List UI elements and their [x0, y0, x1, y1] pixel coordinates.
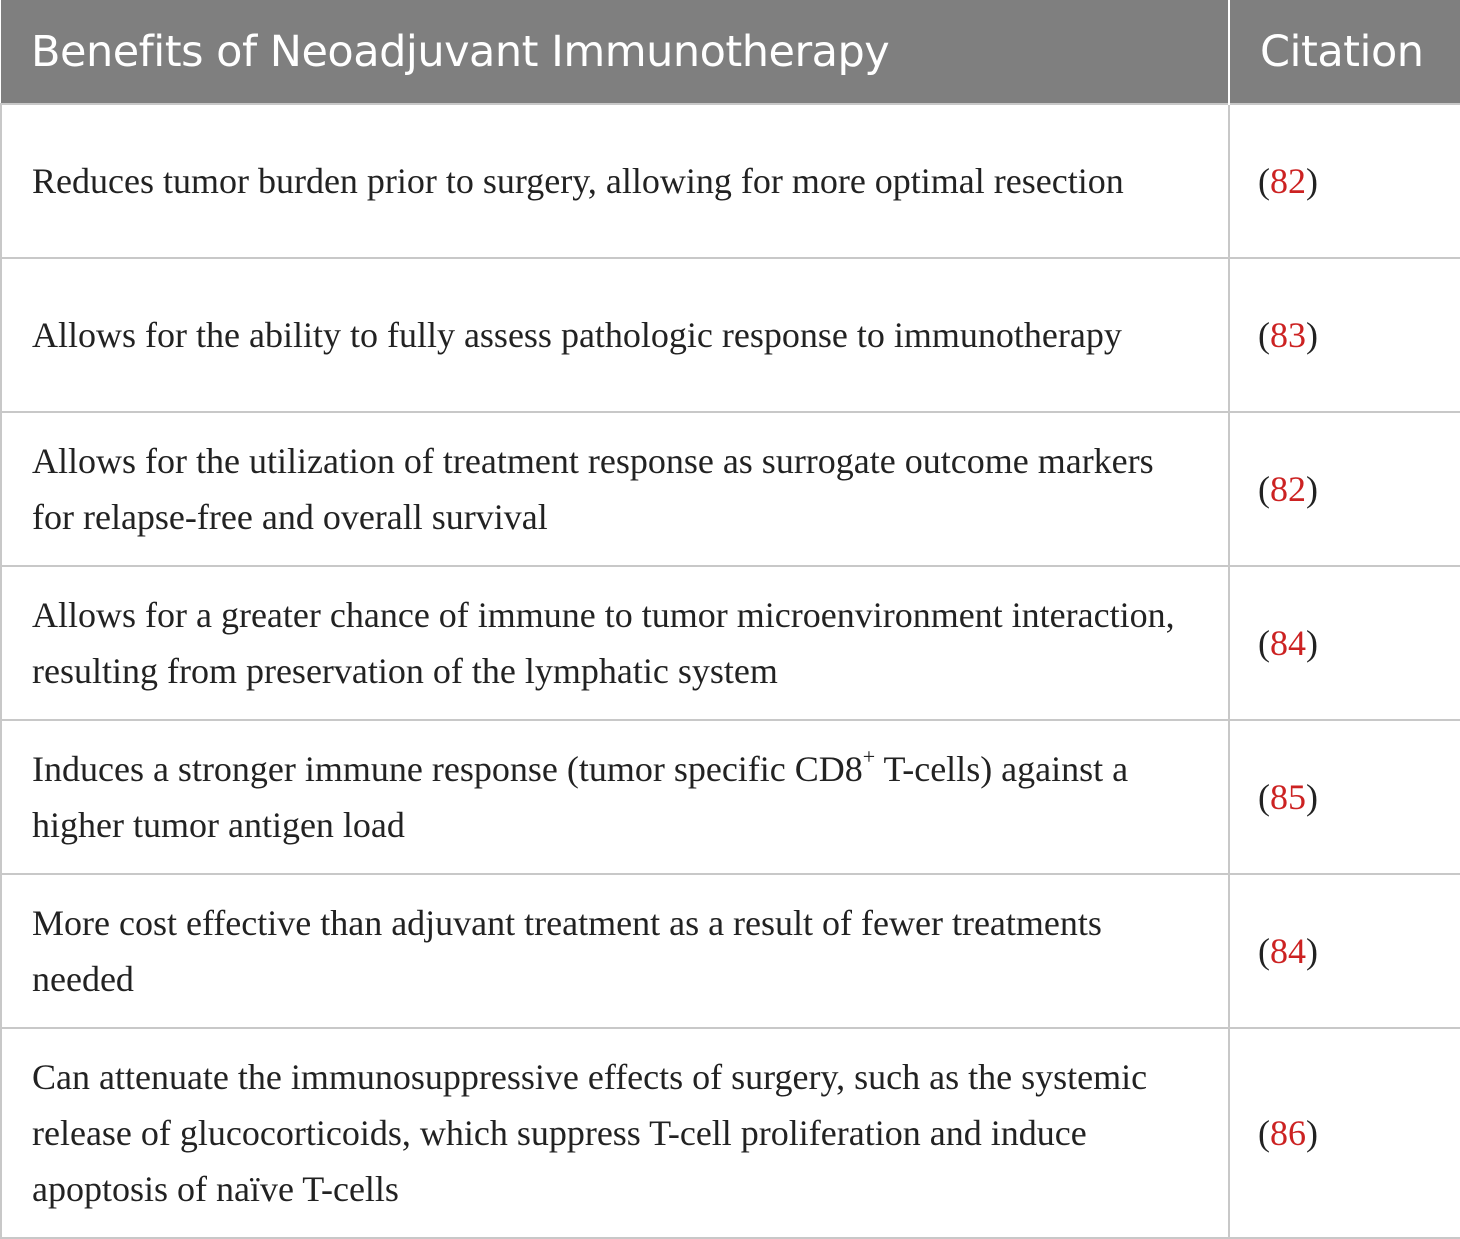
citation-link[interactable]: 84: [1270, 931, 1306, 971]
citation-cell: (84): [1229, 566, 1460, 720]
benefit-cell: More cost effective than adjuvant treatment as a result of fewer treatments needed: [1, 874, 1229, 1028]
citation-cell: (82): [1229, 104, 1460, 258]
citation-cell: (86): [1229, 1028, 1460, 1238]
table-row: [1, 1028, 1460, 1238]
benefit-cell: Allows for a greater chance of immune to tumor microenvironment interaction, resulting from preservation of the lymphatic system: [1, 566, 1229, 720]
citation-link[interactable]: 83: [1270, 315, 1306, 355]
citation-link[interactable]: 86: [1270, 1113, 1306, 1153]
benefit-cell: Can attenuate the immunosuppressive effects of surgery, such as the systemic release of glucocorticoids, which suppress T-cell proliferation and induce apoptosis of naïve T-cells: [1, 1028, 1229, 1238]
citation-cell: (84): [1229, 874, 1460, 1028]
citation-link[interactable]: 82: [1270, 469, 1306, 509]
superscript-plus: +: [862, 744, 876, 769]
benefit-text-before: Induces a stronger immune response (tumor specific CD8: [32, 749, 863, 789]
table-row: [1, 874, 1460, 1028]
citation-cell: (82): [1229, 412, 1460, 566]
table-row: [1, 720, 1460, 874]
citation-cell: (85): [1229, 720, 1460, 874]
citation-cell: (83): [1229, 258, 1460, 412]
citation-link[interactable]: 82: [1270, 161, 1306, 201]
citation-link[interactable]: 85: [1270, 777, 1306, 817]
header-benefits: Benefits of Neoadjuvant Immunotherapy: [1, 0, 1229, 104]
header-citation: Citation: [1229, 0, 1460, 104]
table-row: [1, 258, 1460, 412]
table-row: [1, 566, 1460, 720]
header-row: [1, 0, 1460, 104]
benefit-cell: [1, 720, 1229, 874]
benefit-cell: Reduces tumor burden prior to surgery, allowing for more optimal resection: [1, 104, 1229, 258]
table-row: [1, 412, 1460, 566]
benefit-cell: Allows for the utilization of treatment response as surrogate outcome markers for relapse-free and overall survival: [1, 412, 1229, 566]
benefit-cell: Allows for the ability to fully assess pathologic response to immunotherapy: [1, 258, 1229, 412]
citation-link[interactable]: 84: [1270, 623, 1306, 663]
benefit-text-after: T-cells) against a higher tumor antigen load: [32, 749, 1129, 845]
table-row: [1, 104, 1460, 258]
